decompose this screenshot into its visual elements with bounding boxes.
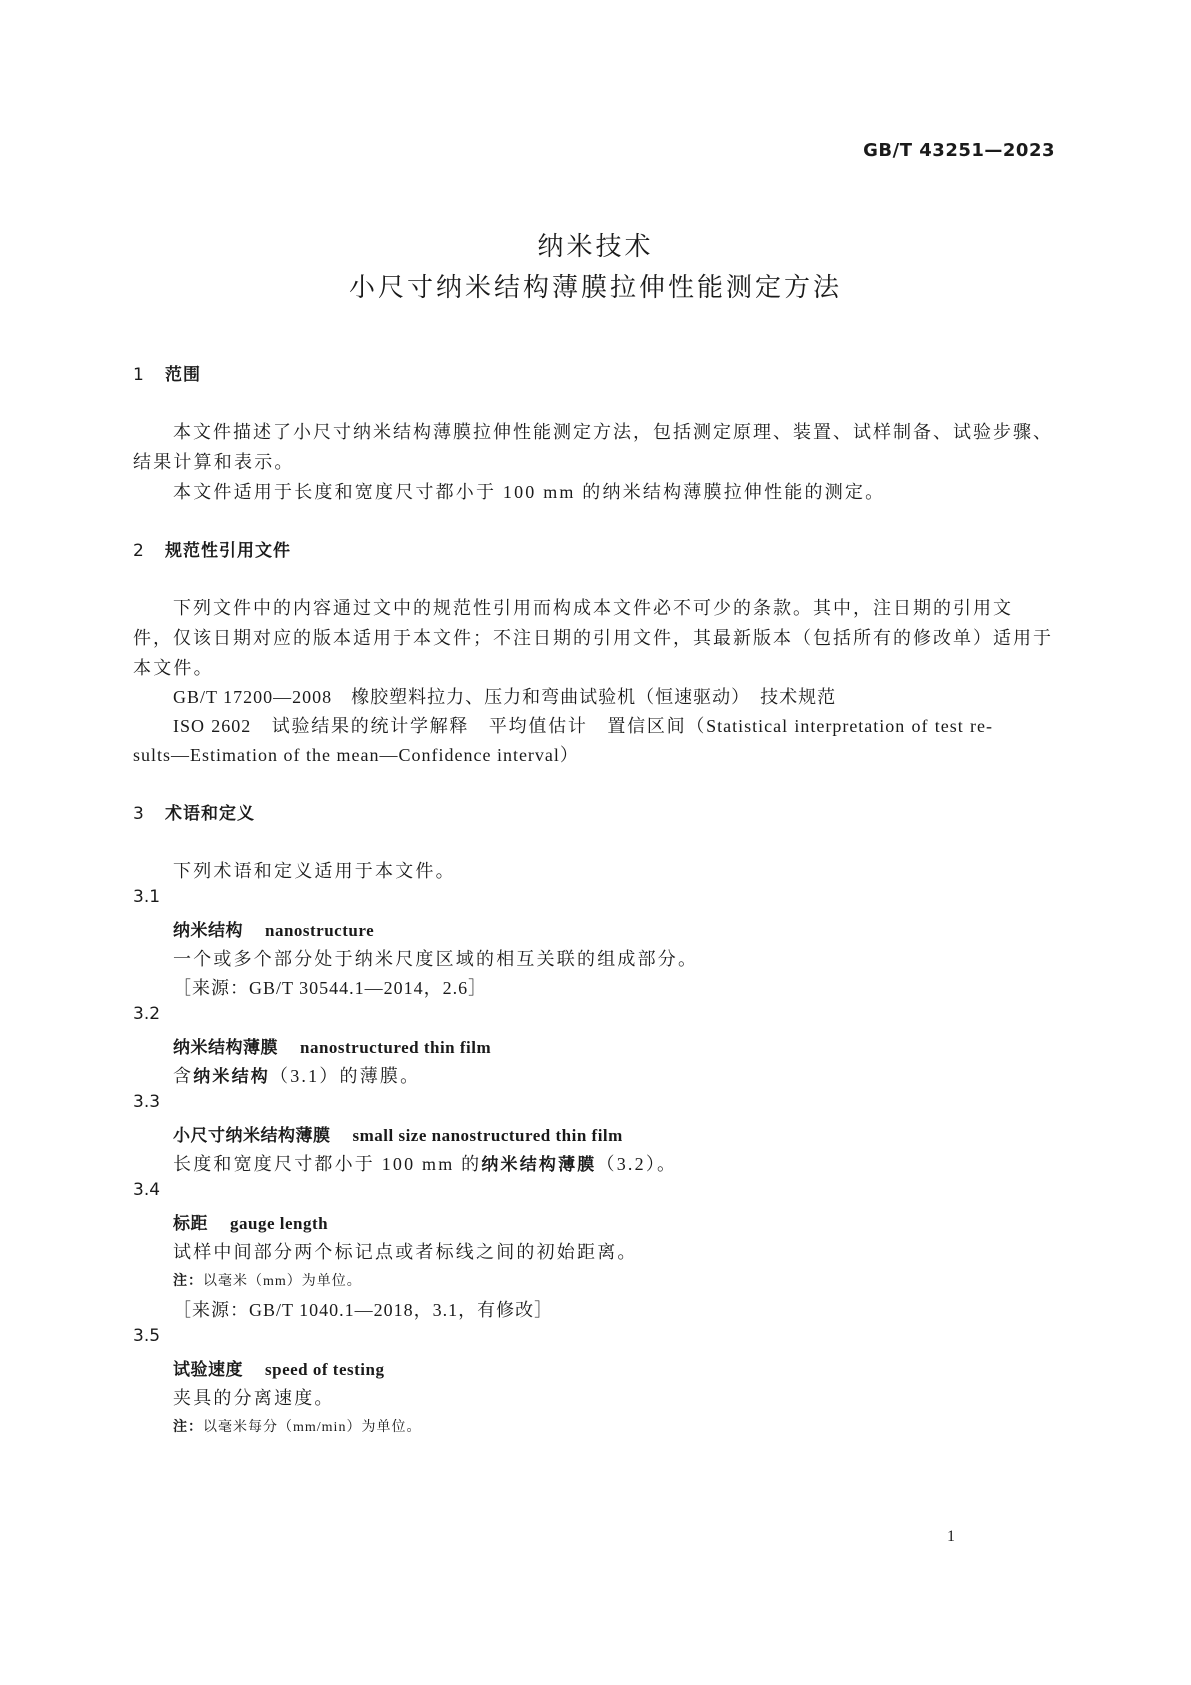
- term-entry: [173, 916, 374, 941]
- term-en: gauge length: [230, 1214, 329, 1233]
- note-label: 注：: [173, 1419, 203, 1435]
- term-en: nanostructure: [265, 921, 375, 940]
- section-1-heading: [133, 360, 201, 385]
- section-3-heading: [133, 799, 255, 824]
- term-entry: [173, 1033, 491, 1058]
- term-definition: [173, 1062, 420, 1088]
- term-entry: [173, 1355, 384, 1380]
- term-entry: [173, 1121, 623, 1146]
- term-en: small size nanostructured thin film: [352, 1126, 623, 1145]
- section-title: 术语和定义: [165, 804, 255, 824]
- standard-code: GB/T 43251—2023: [863, 140, 1055, 161]
- reference-item-continued: sults—Estimation of the mean—Confidence interval）: [133, 745, 579, 765]
- term-note: [173, 1416, 421, 1436]
- paragraph-line: 本文件。: [133, 658, 214, 678]
- note-text: 以毫米每分（mm/min）为单位。: [203, 1420, 422, 1435]
- section-number: 3: [133, 804, 145, 824]
- term-zh: 试验速度: [173, 1360, 243, 1380]
- paragraph-line: 本文件适用于长度和宽度尺寸都小于 100 mm 的纳米结构薄膜拉伸性能的测定。: [173, 482, 886, 502]
- term-definition: 试样中间部分两个标记点或者标线之间的初始距离。: [173, 1242, 638, 1262]
- term-reference: 纳米结构: [193, 1067, 271, 1087]
- page-number: 1: [947, 1528, 955, 1545]
- note-text: 以毫米（mm）为单位。: [203, 1274, 362, 1289]
- term-definition: 一个或多个部分处于纳米尺度区域的相互关联的组成部分。: [173, 949, 699, 969]
- term-definition: 夹具的分离速度。: [173, 1388, 335, 1408]
- term-entry: [173, 1209, 328, 1234]
- term-reference: 纳米结构薄膜: [481, 1155, 597, 1175]
- title-line-1: 纳米技术: [537, 232, 654, 262]
- term-source: ［来源：GB/T 1040.1—2018，3.1，有修改］: [173, 1300, 554, 1320]
- term-number: 3.2: [133, 1004, 161, 1024]
- section-number: 1: [133, 365, 145, 385]
- term-source: ［来源：GB/T 30544.1—2014，2.6］: [173, 978, 488, 998]
- term-en: nanostructured thin film: [300, 1038, 492, 1057]
- reference-item: GB/T 17200—2008 橡胶塑料拉力、压力和弯曲试验机（恒速驱动） 技术规范: [173, 687, 837, 707]
- paragraph-line: 下列术语和定义适用于本文件。: [173, 861, 456, 881]
- term-zh: 纳米结构薄膜: [173, 1038, 278, 1058]
- section-2-heading: [133, 536, 291, 561]
- section-number: 2: [133, 541, 145, 561]
- section-title: 范围: [165, 365, 201, 385]
- section-title: 规范性引用文件: [165, 541, 291, 561]
- reference-item: ISO 2602 试验结果的统计学解释 平均值估计 置信区间（Statistical interpretation of test re-: [173, 716, 993, 736]
- term-zh: 标距: [173, 1214, 208, 1234]
- definition-text: （3.2）。: [596, 1154, 678, 1174]
- paragraph-line: 本文件描述了小尺寸纳米结构薄膜拉伸性能测定方法，包括测定原理、装置、试样制备、试验步骤、: [173, 422, 1053, 442]
- term-zh: 纳米结构: [173, 921, 243, 941]
- paragraph-line: 结果计算和表示。: [133, 452, 295, 472]
- term-number: 3.5: [133, 1326, 161, 1346]
- term-number: 3.4: [133, 1180, 161, 1200]
- title-line-2: 小尺寸纳米结构薄膜拉伸性能测定方法: [348, 273, 842, 303]
- term-definition: [173, 1150, 677, 1176]
- paragraph-line: 下列文件中的内容通过文中的规范性引用而构成本文件必不可少的条款。其中，注日期的引用文: [173, 598, 1013, 618]
- term-number: 3.1: [133, 887, 161, 907]
- definition-text: 长度和宽度尺寸都小于 100 mm 的: [173, 1154, 482, 1174]
- term-note: [173, 1270, 362, 1290]
- definition-text: 含: [173, 1066, 194, 1086]
- term-en: speed of testing: [265, 1360, 385, 1379]
- paragraph-line: 件，仅该日期对应的版本适用于本文件；不注日期的引用文件，其最新版本（包括所有的修改单）适用于: [133, 628, 1053, 648]
- term-zh: 小尺寸纳米结构薄膜: [173, 1126, 331, 1146]
- note-label: 注：: [173, 1273, 203, 1289]
- term-number: 3.3: [133, 1092, 161, 1112]
- definition-text: （3.1）的薄膜。: [270, 1066, 421, 1086]
